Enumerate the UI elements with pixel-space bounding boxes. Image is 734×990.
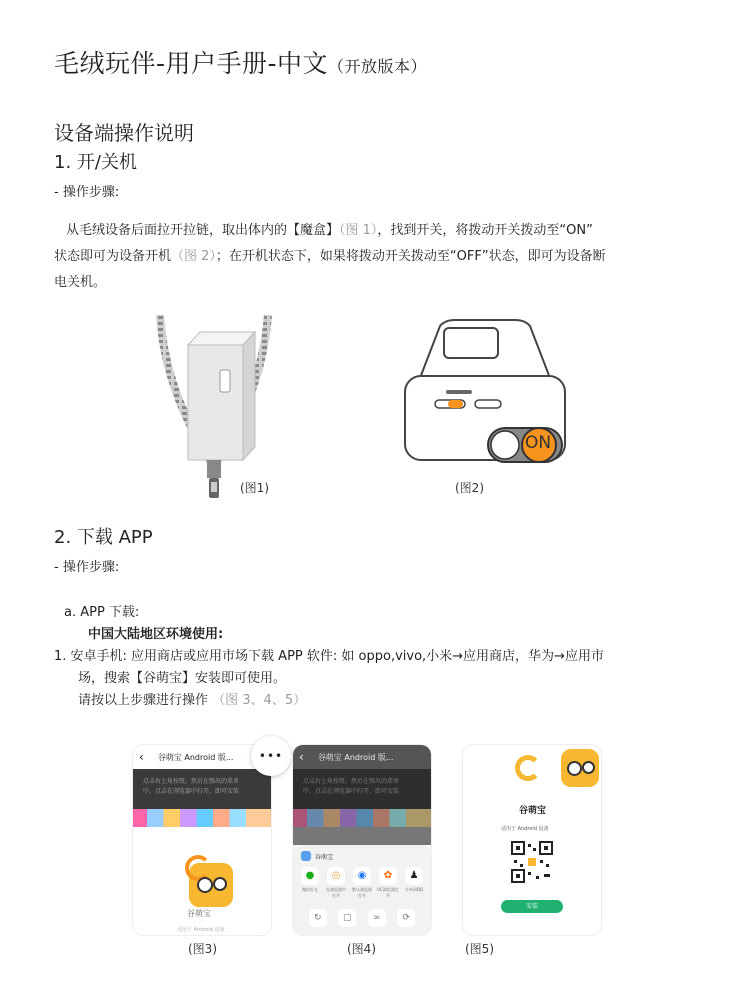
- wechat-icon: ●: [301, 867, 319, 885]
- section-title: 设备端操作说明: [54, 121, 194, 145]
- reload-icon[interactable]: ⟳: [397, 909, 415, 927]
- s4-action-row: [293, 899, 431, 927]
- s4-banner: [293, 769, 431, 809]
- s5-app-logo: [561, 749, 599, 787]
- s3-header-title: 谷萌宝 Android 版...: [157, 752, 234, 762]
- s4-banner-line1: 点击右上角按钮，然后在弹出的菜单: [303, 778, 400, 785]
- share-item-label: UC浏览器打开: [377, 887, 399, 898]
- globe-icon: ◉: [353, 867, 371, 885]
- s3-footer: 适用于 Android 设备: [177, 927, 225, 933]
- s3-app-name: 谷萌宝: [187, 909, 211, 918]
- link-icon[interactable]: ∞: [368, 909, 386, 927]
- s1-line1-text-a: 从毛绒设备后面拉开拉链，取出体内的【魔盒】: [66, 223, 340, 238]
- item-1-line-3: [78, 689, 306, 708]
- copy-icon[interactable]: ▢: [338, 909, 356, 927]
- s4-color-strip: [293, 809, 431, 827]
- section-1-line-3: 电关机。: [54, 275, 107, 290]
- figure-2-caption: (图2): [455, 481, 484, 495]
- browser-icon: ◎: [327, 867, 345, 885]
- share-item-label: 默认浏览器打开: [352, 887, 372, 898]
- share-item-default-browser[interactable]: [351, 867, 373, 899]
- figure-3-caption: (图3): [188, 942, 217, 956]
- s1-line2-text-b: ；在开机状态下，如果将拨动开关拨动至“OFF”状态，即可为设备断: [215, 249, 606, 264]
- section-1-line-1: [54, 218, 694, 243]
- figure-4-caption: (图4): [347, 942, 376, 956]
- back-icon[interactable]: ‹: [299, 750, 304, 764]
- s5-subtitle: 适用于 Android 设备: [501, 826, 549, 832]
- section-1-heading: 1. 开/关机: [54, 152, 137, 173]
- s5-app-name: 谷萌宝: [519, 806, 547, 816]
- share-item-label: 分享到QQ: [404, 887, 424, 892]
- section-2-steps-label: - 操作步骤:: [54, 560, 120, 575]
- figure-3-screenshot: [133, 745, 271, 935]
- more-menu-button[interactable]: •••: [251, 736, 291, 776]
- uc-icon: ✿: [379, 867, 397, 885]
- s1-line1-text-b: ，找到开关，将拨动开关拨动至“ON”: [377, 223, 593, 238]
- share-item-qq[interactable]: [403, 867, 425, 899]
- item-1-line-3-fig-ref: （图 3、4、5）: [212, 693, 307, 708]
- s5-brand-swirl: [515, 755, 541, 781]
- share-item-label: 微信好友: [302, 887, 318, 892]
- share-item-uc[interactable]: [377, 867, 399, 899]
- s3-banner-line2: 中，点击在浏览器中打开，即可安装: [143, 788, 240, 795]
- share-item-label: 在浏览器中打开: [326, 887, 346, 898]
- back-icon[interactable]: ‹: [139, 750, 144, 764]
- page-title: [54, 44, 427, 80]
- switch-on-label: ON: [525, 433, 552, 453]
- install-button[interactable]: 安装: [501, 900, 563, 913]
- figure-1-caption: (图1): [240, 481, 269, 495]
- refresh-icon[interactable]: ↻: [309, 909, 327, 927]
- s1-line1-fig-ref: （图 1）: [339, 223, 378, 238]
- qq-icon: ♟: [405, 867, 423, 885]
- s4-share-items: [293, 867, 431, 899]
- title-sub: （开放版本）: [328, 57, 428, 76]
- title-main: 毛绒玩伴-用户手册-中文: [54, 49, 329, 78]
- item-a-app-download: a. APP 下载:: [64, 605, 140, 620]
- s1-line2-fig-ref: （图 2）: [171, 249, 216, 264]
- item-1-line-1: 1. 安卓手机: 应用商店或应用市场下载 APP 软件: 如 oppo,vivo,小米→应用商店，华为→应用市: [54, 649, 604, 664]
- s4-banner-line2: 中，点击在浏览器中打开，即可安装: [303, 788, 400, 795]
- section-2-heading: 2. 下载 APP: [54, 527, 153, 548]
- figure-1-zipper-box: [150, 310, 280, 505]
- qr-code-icon: [510, 840, 554, 884]
- s1-line2-text-a: 状态即可为设备开机: [54, 249, 172, 264]
- figure-5-caption: (图5): [465, 942, 494, 956]
- s3-color-strip: [133, 809, 271, 827]
- s4-share-sheet: [293, 845, 431, 935]
- figure-4-screenshot: [293, 745, 431, 935]
- share-item-wechat[interactable]: [299, 867, 321, 899]
- share-item-browser[interactable]: [325, 867, 347, 899]
- s4-header-title: 谷萌宝 Android 版...: [317, 752, 394, 762]
- s3-banner: [133, 769, 271, 809]
- region-label: 中国大陆地区环境使用:: [88, 627, 224, 642]
- section-1-line-2: [54, 244, 694, 269]
- section-1-steps-label: - 操作步骤:: [54, 185, 120, 200]
- s3-banner-line1: 点击右上角按钮，然后在弹出的菜单: [143, 778, 240, 785]
- item-1-line-2: 场，搜索【谷萌宝】安装即可使用。: [78, 671, 287, 686]
- s4-share-title: 谷萌宝: [315, 853, 334, 861]
- s4-share-header: [293, 845, 431, 867]
- item-1-line-3-text: 请按以上步骤进行操作: [78, 693, 209, 708]
- figure-5-screenshot: [463, 745, 601, 935]
- app-small-icon: [301, 851, 311, 861]
- s3-app-logo: [189, 863, 233, 907]
- s4-header: [293, 745, 431, 769]
